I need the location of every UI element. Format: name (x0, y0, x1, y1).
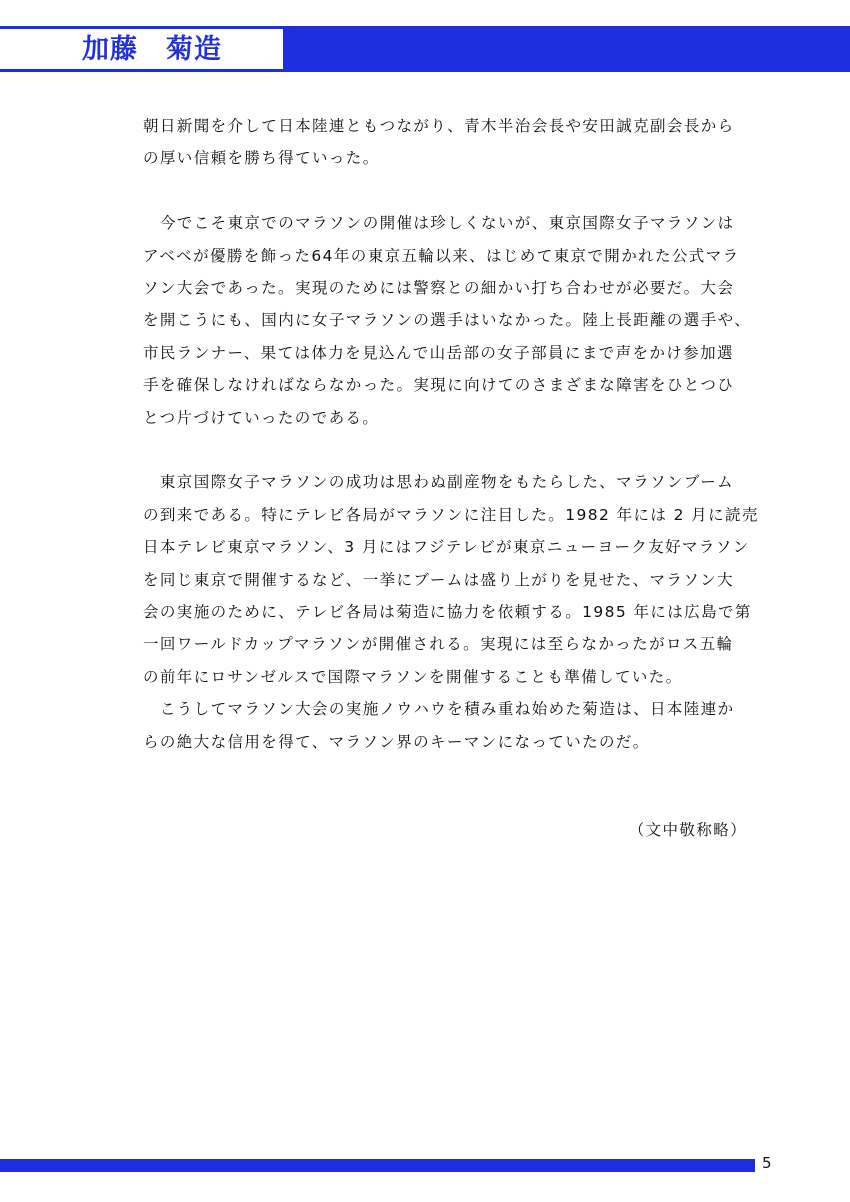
text-line: こうしてマラソン大会の実施ノウハウを積み重ね始めた菊造は、日本陸連か (143, 700, 735, 719)
header-title-box (0, 26, 283, 72)
honorifics-note: （文中敬称略） (628, 821, 747, 839)
page-number: 5 (762, 1154, 772, 1172)
text-line: の到来である。特にテレビ各局がマラソンに注目した。1982 年には 2 月に読売 (143, 505, 759, 524)
paragraph-2 (143, 207, 753, 434)
header-accent-bar (283, 26, 850, 72)
text-line: を同じ東京で開催するなど、一挙にブームは盛り上がりを見せた、マラソン大 (143, 570, 735, 589)
text-line: 手を確保しなければならなかった。実現に向けてのさまざまな障害をひとつひ (143, 376, 735, 395)
page-title: 加藤 菊造 (82, 34, 222, 65)
text-line: 東京国際女子マラソンの成功は思わぬ副産物をもたらした、マラソンブーム (143, 473, 735, 492)
text-line: とつ片づけていったのである。 (143, 408, 380, 427)
text-line: アベベが優勝を飾った64年の東京五輪以来、はじめて東京で開かれた公式マラ (143, 246, 740, 265)
text-line: を開こうにも、国内に女子マラソンの選手はいなかった。陸上長距離の選手や、 (143, 311, 752, 330)
text-line: 一回ワールドカップマラソンが開催される。実現には至らなかったがロス五輪 (143, 635, 734, 654)
text-line: ソン大会であった。実現のためには警察との細かい打ち合わせが必要だ。大会 (143, 279, 735, 298)
paragraph-spacer (143, 175, 753, 207)
page-header (0, 26, 850, 72)
text-line: 会の実施のために、テレビ各局は菊造に協力を依頼する。1985 年には広島で第 (143, 603, 752, 622)
paragraph-1 (143, 110, 753, 175)
text-line: 市民ランナー、果ては体力を見込んで山岳部の女子部員にまで声をかけ参加選 (143, 343, 734, 362)
paragraph-3 (143, 466, 759, 758)
text-line: 日本テレビ東京マラソン、3 月にはフジテレビが東京ニューヨーク友好マラソン (143, 538, 750, 557)
body-text (143, 110, 759, 758)
text-line: の厚い信頼を勝ち得ていった。 (143, 149, 380, 168)
text-line: らの絶大な信用を得て、マラソン界のキーマンになっていたのだ。 (143, 732, 650, 751)
paragraph-spacer (143, 434, 753, 466)
text-line: 朝日新聞を介して日本陸連ともつながり、青木半治会長や安田誠克副会長から (143, 117, 735, 135)
footer-accent-bar (0, 1159, 755, 1172)
text-line: 今でこそ東京でのマラソンの開催は珍しくないが、東京国際女子マラソンは (143, 214, 735, 233)
text-line: の前年にロサンゼルスで国際マラソンを開催することも準備していた。 (143, 667, 683, 686)
